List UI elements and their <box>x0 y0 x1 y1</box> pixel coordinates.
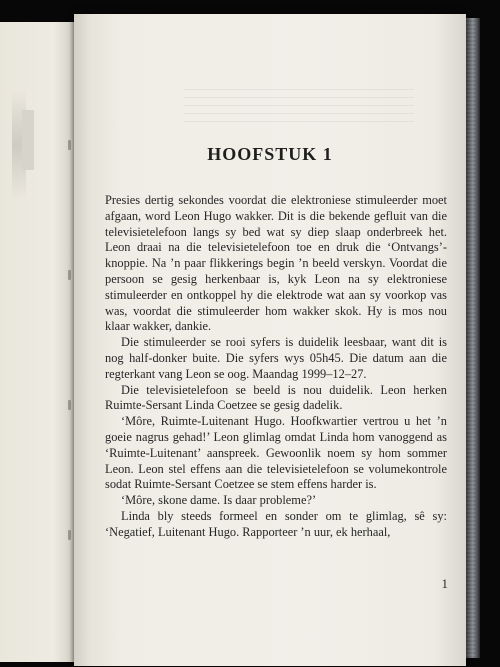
paragraph: ‘Môre, Ruimte-Luitenant Hugo. Hoofkwartier vertrou u het ’n goeie nagrus gehad!’ Leon glimlag omdat Linda hom vanoggend as ‘Ruimte-Luitenant’ aanspreek. Gewoonlik noem sy hom sommer Leon. Leon stel effens aan die televisietelefoon se volumekontrole sodat Ruimte-Sersant Coetzee se stem effens harder is. <box>105 414 447 492</box>
chapter-title: HOOFSTUK 1 <box>207 144 333 164</box>
binding-stitch <box>68 400 71 410</box>
paragraph: Linda bly steeds formeel en sonder om te glimlag, sê sy: ‘Negatief, Luitenant Hugo. Rapporteer ’n uur, ek herhaal, <box>105 508 447 539</box>
paragraph: Die stimuleerder se rooi syfers is duidelik leesbaar, want dit is nog half-donker buite. Die syfers wys 05h45. Die datum aan die regterkant vang Leon se oog. Maandag 1999–12–27. <box>105 335 447 381</box>
binding-stitch <box>68 270 71 280</box>
paragraph: Die televisietelefoon se beeld is nou duidelik. Leon herken Ruimte-Sersant Linda Coetzee se gesig dadelik. <box>105 382 447 413</box>
reverse-side-show-through <box>184 89 414 129</box>
paragraph: Presies dertig sekondes voordat die elektroniese stimuleerder moet afgaan, word Leon Hugo wakker. Dit is die bekende gefluit van die televisietelefoon langs sy bed wat sy diep slaap onderbreek het. Leon draai na die televisietelefoon toe en druk die ‘Ontvangs’-knoppie. Na ’n paar flikkerings begin ’n beeld verskyn. Voordat die persoon se gesig herkenbaar is, kyk Leon na sy elektroniese stimuleerder en ontkoppel hy die elektrode wat aan sy voorkop vas was, voordat die stimuleerder hom wakker skok. Hy is mos nou klaar wakker, dankie. <box>105 193 447 334</box>
paragraph: ‘Môre, skone dame. Is daar probleme?’ <box>121 493 317 508</box>
binding-stitch <box>68 530 71 540</box>
left-page-show-through <box>22 110 34 170</box>
page-number: 1 <box>441 576 448 591</box>
chapter-body <box>105 193 447 541</box>
binding-stitch <box>68 140 71 150</box>
book-cover-texture <box>466 18 476 658</box>
